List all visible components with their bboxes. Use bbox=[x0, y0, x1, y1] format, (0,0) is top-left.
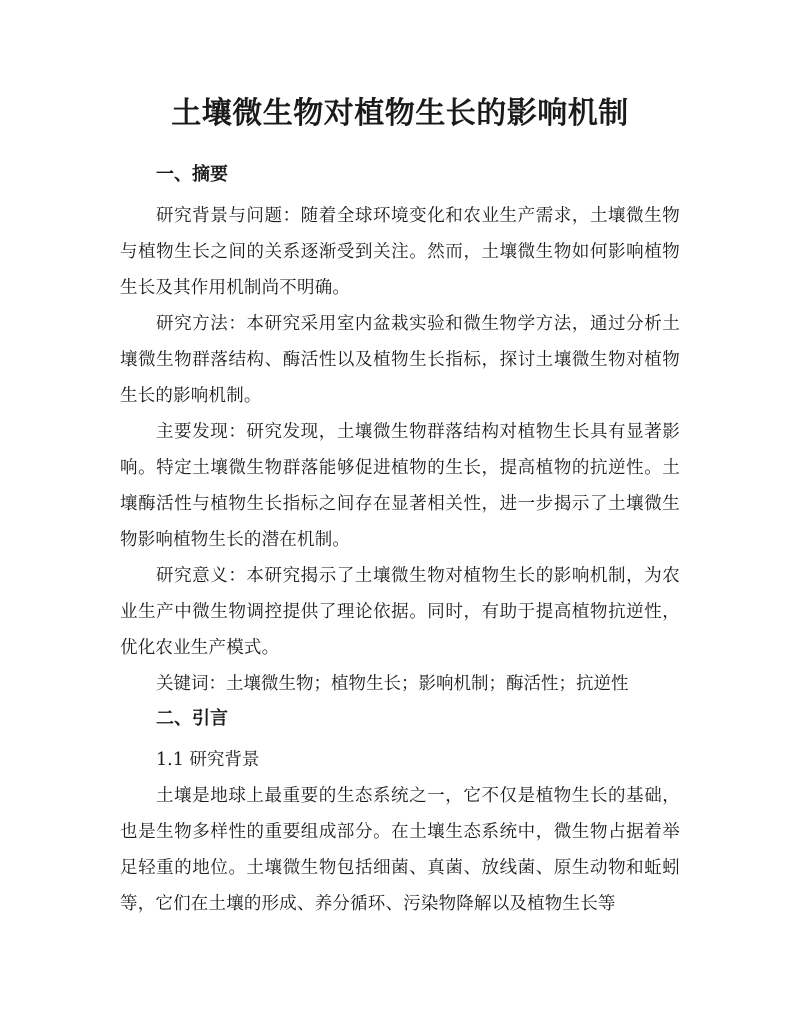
introduction-heading: 二、引言 bbox=[156, 708, 228, 729]
abstract-significance-paragraph: 研究意义：本研究揭示了土壤微生物对植物生长的影响机制，为农业生产中微生物调控提供了理论依据。同时，有助于提高植物抗逆性，优化农业生产模式。 bbox=[120, 566, 680, 658]
abstract-methods-paragraph: 研究方法：本研究采用室内盆栽实验和微生物学方法，通过分析土壤微生物群落结构、酶活性以及植物生长指标，探讨土壤微生物对植物生长的影响机制。 bbox=[120, 314, 680, 406]
document-title: 土壤微生物对植物生长的影响机制 bbox=[171, 96, 629, 131]
background-subheading: 1.1 研究背景 bbox=[156, 750, 260, 770]
introduction-paragraph: 土壤是地球上最重要的生态系统之一，它不仅是植物生长的基础，也是生物多样性的重要组成部分。在土壤生态系统中，微生物占据着举足轻重的地位。土壤微生物包括细菌、真菌、放线菌、原生动物和蚯蚓等，它们在土壤的形成、养分循环、污染物降解以及植物生长等 bbox=[120, 786, 680, 914]
abstract-background-paragraph: 研究背景与问题：随着全球环境变化和农业生产需求，土壤微生物与植物生长之间的关系逐渐受到关注。然而，土壤微生物如何影响植物生长及其作用机制尚不明确。 bbox=[120, 206, 680, 298]
abstract-findings-paragraph: 主要发现：研究发现，土壤微生物群落结构对植物生长具有显著影响。特定土壤微生物群落能够促进植物的生长，提高植物的抗逆性。土壤酶活性与植物生长指标之间存在显著相关性，进一步揭示了土壤微生物影响植物生长的潜在机制。 bbox=[120, 422, 680, 550]
keywords-line: 关键词：土壤微生物；植物生长；影响机制；酶活性；抗逆性 bbox=[156, 674, 629, 694]
abstract-heading: 一、摘要 bbox=[156, 164, 228, 185]
